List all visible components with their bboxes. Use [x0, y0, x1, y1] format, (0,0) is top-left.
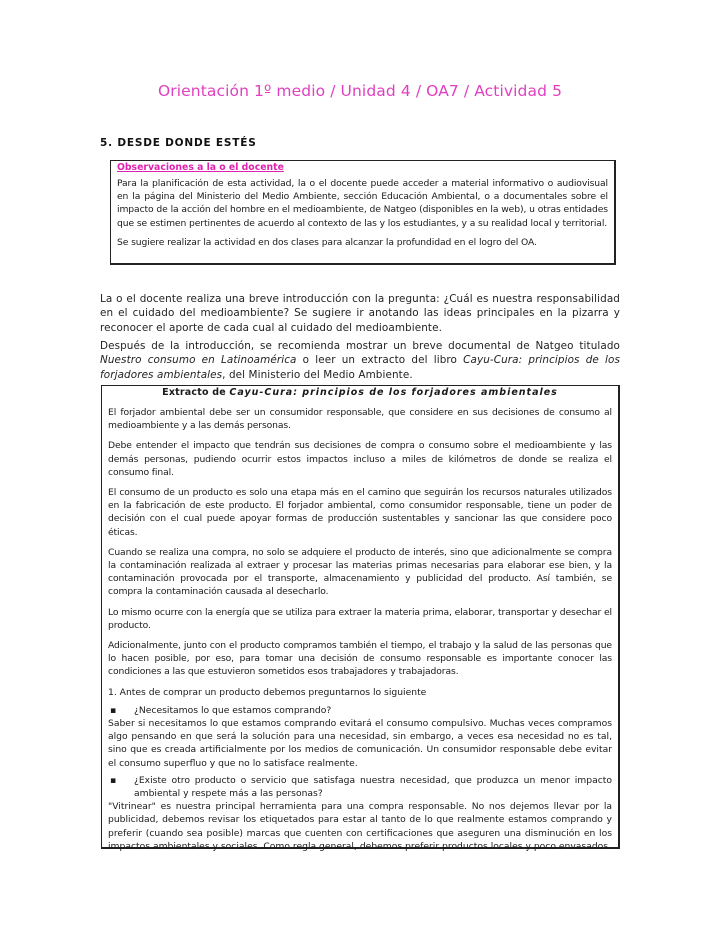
bullet-explanation: Saber si necesitamos lo que estamos comprando evitará el consumo compulsivo. Muchas veces compramos algo pensando en que será la solución para una necesidad, sin embargo, a veces esa necesidad no es tal, sino que es creada artificialmente por los medios de comunicación. Un consumidor responsable debe evitar el consumo superfluo y que no lo satisface realmente.: [108, 718, 612, 769]
teacher-notes-paragraph: Se sugiere realizar la actividad en dos clases para alcanzar la profundidad en el logro del OA.: [117, 236, 537, 248]
teacher-notes-box: [110, 160, 616, 265]
extract-paragraph: El consumo de un producto es solo una etapa más en el camino que seguirán los recursos naturales utilizados en la fabricación de este producto. El forjador ambiental, como consumidor responsable, tiene un poder de decisión con el cual puede apoyar formas de producción sustentables y sancionar las que considere poco éticas.: [108, 487, 612, 538]
book-title: Cayu-Cura: principios de los forjadores ambientales: [100, 354, 620, 381]
extract-paragraph: Adicionalmente, junto con el producto compramos también el tiempo, el trabajo y la salud de las personas que lo hacen posible, por eso, para tomar una decisión de consumo responsable es importante conocer las condiciones a las que estuvieron sometidos esos trabajadores y trabajadoras.: [108, 640, 612, 678]
bullet-explanation: "Vitrinear" es nuestra principal herramienta para una compra responsable. No nos dejemos llevar por la publicidad, debemos revisar los etiquetados para estar al tanto de lo que realmente estamos comprando y preferir (cuando sea posible) marcas que cuenten con certificaciones que aseguren una disminución en los impactos ambientales y sociales. Como regla general, debemos preferir productos locales y poco envasados.: [108, 801, 612, 852]
extract-paragraph: Cuando se realiza una compra, no solo se adquiere el producto de interés, sino que adicionalmente se compra la contaminación realizada al extraer y procesar las materias primas necesarias para elaborar ese bien, y la contaminación provocada por el transporte, almacenamiento y publicidad del producto. Así también, se compra la contaminación causada al desecharlo.: [108, 546, 612, 598]
teacher-notes-paragraph: Para la planificación de esta actividad, la o el docente puede acceder a material informativo o audiovisual en la página del Ministerio del Medio Ambiente, sección Educación Ambiental, o a documentales sobre el impacto de la acción del hombre en el medioambiente, de Natgeo (disponibles en la web), u otras entidades que se estimen pertinentes de acuerdo al contexto de las y los estudiantes, y a su realidad local y territorial.: [117, 178, 608, 229]
square-bullet-icon: ▪: [110, 774, 117, 786]
extract-title-book: Cayu-Cura: principios de los forjadores ambientales: [229, 387, 558, 398]
teacher-notes-title: Observaciones a la o el docente: [117, 162, 284, 173]
bullet-item: [108, 774, 612, 800]
extract-paragraph: Debe entender el impacto que tendrán sus decisiones de compra o consumo sobre el medioambiente y las demás personas, pudiendo ocurrir estos impactos incluso a miles de kilómetros de donde se realiza el consumo final.: [108, 440, 612, 478]
bullet-item: [108, 704, 612, 717]
extract-paragraph: El forjador ambiental debe ser un consumidor responsable, que considere en sus decisiones de consumo al medioambiente y a las demás personas.: [108, 407, 612, 432]
extract-paragraph: Lo mismo ocurre con la energía que se utiliza para extraer la materia prima, elaborar, transportar y desechar el producto.: [108, 606, 612, 631]
section-heading: 5. DESDE DONDE ESTÉS: [100, 137, 257, 149]
bullet-question: ¿Necesitamos lo que estamos comprando?: [134, 704, 332, 716]
intro-text: Después de la introducción, se recomienda mostrar un breve documental de Natgeo titulado: [100, 340, 620, 352]
documentary-title: Nuestro consumo en Latinoamérica: [100, 354, 297, 367]
square-bullet-icon: ▪: [110, 704, 117, 716]
extract-title: [108, 387, 612, 398]
intro-text: , del Ministerio del Medio Ambiente.: [222, 368, 413, 381]
extract-box: [101, 385, 620, 852]
intro-text: o leer un extracto del libro: [296, 354, 464, 367]
extract-title-prefix: Extracto de: [162, 387, 230, 398]
numbered-item: 1. Antes de comprar un producto debemos preguntarnos lo siguiente: [108, 686, 427, 698]
intro-paragraph: La o el docente realiza una breve introducción con la pregunta: ¿Cuál es nuestra responsabilidad en el cuidado del medioambiente? Se sugiere ir anotando las ideas principales en la pizarra y reconocer el aporte de cada cual al cuidado del medioambiente.: [100, 293, 620, 334]
bullet-question: ¿Existe otro producto o servicio que satisfaga nuestra necesidad, que produzca un menor impacto ambiental y respete más a las personas?: [134, 774, 612, 800]
intro-paragraph-documentary: [100, 339, 620, 382]
page-title: Orientación 1º medio / Unidad 4 / OA7 / Actividad 5: [157, 82, 563, 100]
